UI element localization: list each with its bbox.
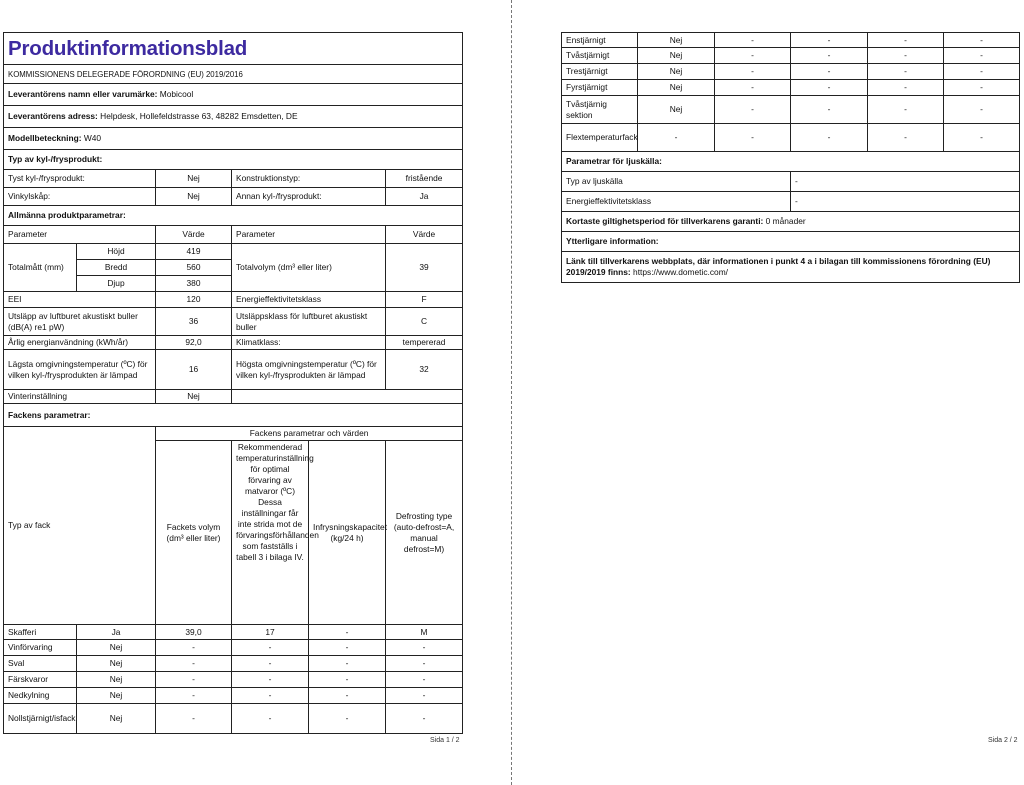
compartment-volume: 39,0	[156, 625, 232, 640]
compartment-temp: -	[791, 96, 868, 124]
compartment-name: Flextemperaturfack	[562, 124, 638, 152]
climate-class-label: Klimatklass:	[232, 336, 386, 350]
compartment-defrost: -	[386, 688, 463, 704]
compartment-freeze: -	[868, 64, 944, 80]
compartment-row	[562, 80, 1020, 96]
type-label-3: Vinkylskåp:	[4, 188, 156, 206]
warranty-value: 0 månader	[765, 216, 806, 226]
width-label: Bredd	[77, 260, 156, 276]
eei-label: EEI	[4, 292, 156, 308]
compartment-volume: -	[715, 124, 791, 152]
compartment-volume: -	[715, 64, 791, 80]
compartment-defrost: -	[386, 656, 463, 672]
link-row	[562, 252, 1020, 283]
winter-value: Nej	[156, 390, 232, 404]
product-info-table-continued	[561, 32, 1020, 283]
energy-class-value: F	[386, 292, 463, 308]
page-number-2: Sida 2 / 2	[988, 737, 1018, 744]
compartment-present: Nej	[638, 64, 715, 80]
general-heading: Allmänna produktparametrar:	[4, 206, 463, 226]
compartment-row	[4, 672, 463, 688]
compartments-heading: Fackens parametrar:	[4, 404, 463, 427]
compartment-temp: -	[232, 688, 309, 704]
compartment-temp: -	[232, 672, 309, 688]
compartment-name: Skafferi	[4, 625, 77, 640]
type-label-4: Annan kyl-/frysprodukt:	[232, 188, 386, 206]
type-value-4: Ja	[386, 188, 463, 206]
compartment-freeze: -	[309, 625, 386, 640]
depth-label: Djup	[77, 276, 156, 292]
height-value: 419	[156, 244, 232, 260]
type-value-3: Nej	[156, 188, 232, 206]
warranty-label: Kortaste giltighetsperiod för tillverkarens garanti:	[566, 216, 764, 226]
type-heading: Typ av kyl-/frysprodukt:	[4, 150, 463, 170]
light-type-label: Typ av ljuskälla	[562, 172, 791, 192]
compartment-volume: -	[156, 656, 232, 672]
max-temp-label: Högsta omgivningstemperatur (ºC) för vilken kyl-/frysprodukten är lämpad	[232, 350, 386, 390]
compartment-present: Ja	[77, 625, 156, 640]
page-separator	[511, 0, 512, 785]
compartment-volume: -	[156, 640, 232, 656]
compartment-volume: -	[156, 672, 232, 688]
depth-value: 380	[156, 276, 232, 292]
compartment-freeze: -	[868, 80, 944, 96]
compartment-present: Nej	[77, 704, 156, 734]
height-label: Höjd	[77, 244, 156, 260]
winter-label: Vinterinställning	[4, 390, 156, 404]
compartment-present: Nej	[638, 33, 715, 48]
noise-class-label: Utsläppsklass för luftburet akustiskt buller	[232, 308, 386, 336]
light-energy-label: Energieffektivitetsklass	[562, 192, 791, 212]
compartment-defrost: -	[944, 48, 1020, 64]
compartment-row	[4, 688, 463, 704]
compartment-present: Nej	[638, 96, 715, 124]
climate-class-value: tempererad	[386, 336, 463, 350]
compartment-freeze: -	[309, 640, 386, 656]
compartment-row	[562, 33, 1020, 48]
compartment-volume: -	[715, 96, 791, 124]
col-value-header: Värde	[156, 226, 232, 244]
type-label-1: Tyst kyl-/frysprodukt:	[4, 170, 156, 188]
compartment-present: -	[638, 124, 715, 152]
compartment-temp: -	[791, 33, 868, 48]
type-label-2: Konstruktionstyp:	[232, 170, 386, 188]
volume-label: Totalvolym (dm³ eller liter)	[232, 244, 386, 292]
compartment-defrost: -	[944, 124, 1020, 152]
supplier-name-label: Leverantörens namn eller varumärke:	[8, 89, 158, 99]
compartment-name: Färskvaror	[4, 672, 77, 688]
compartment-temp: -	[791, 64, 868, 80]
compartment-present: Nej	[77, 656, 156, 672]
compartment-volume: -	[715, 48, 791, 64]
min-temp-value: 16	[156, 350, 232, 390]
compartment-defrost: -	[944, 80, 1020, 96]
compartment-name: Tvåstjärnigt	[562, 48, 638, 64]
model-row	[4, 128, 463, 150]
compartment-freeze: -	[868, 124, 944, 152]
energy-class-label: Energieffektivitetsklass	[232, 292, 386, 308]
compartment-present: Nej	[638, 48, 715, 64]
col-parameter-header: Parameter	[4, 226, 156, 244]
supplier-address-row	[4, 106, 463, 128]
product-info-table	[3, 32, 463, 734]
compartment-defrost: -	[386, 704, 463, 734]
light-heading: Parametrar för ljuskälla:	[562, 152, 1020, 172]
comp-defrost-header: Defrosting type (auto-defrost=A, manual defrost=M)	[386, 441, 463, 625]
compartment-temp: -	[791, 48, 868, 64]
compartment-name: Nedkylning	[4, 688, 77, 704]
compartment-row	[4, 625, 463, 640]
comp-temp-header: Rekommenderad temperaturinställning för optimal förvaring av matvaror (ºC) Dessa inställningar får inte strida mot de förvaringsförhållanden som fastställs i tabell 3 i bilaga IV.	[232, 441, 309, 625]
compartment-present: Nej	[77, 640, 156, 656]
compartment-name: Sval	[4, 656, 77, 672]
light-type-value: -	[791, 172, 1020, 192]
link-label: Länk till tillverkarens webbplats, där informationen i punkt 4 a i bilagan till kommissionens förordning (EU) 2019/2019 finns:	[566, 256, 991, 277]
compartment-name: Vinförvaring	[4, 640, 77, 656]
compartment-temp: -	[791, 124, 868, 152]
noise-class-value: C	[386, 308, 463, 336]
compartment-name: Enstjärnigt	[562, 33, 638, 48]
compartment-row	[562, 48, 1020, 64]
compartment-temp: -	[232, 704, 309, 734]
compartment-name: Fyrstjärnigt	[562, 80, 638, 96]
type-value-1: Nej	[156, 170, 232, 188]
compartment-row	[4, 640, 463, 656]
compartment-defrost: -	[944, 33, 1020, 48]
type-value-2: fristående	[386, 170, 463, 188]
comp-type-header: Typ av fack	[4, 427, 156, 625]
compartment-name: Trestjärnigt	[562, 64, 638, 80]
supplier-address-value: Helpdesk, Hollefeldstrasse 63, 48282 Emsdetten, DE	[100, 111, 298, 121]
compartment-name: Tvåstjärnig sektion	[562, 96, 638, 124]
compartment-freeze: -	[309, 656, 386, 672]
comp-volume-header: Fackets volym (dm³ eller liter)	[156, 441, 232, 625]
compartment-row	[562, 124, 1020, 152]
compartment-volume: -	[715, 33, 791, 48]
comp-group-header: Fackens parametrar och värden	[156, 427, 463, 441]
compartment-row	[562, 96, 1020, 124]
page-title: Produktinformationsblad	[8, 36, 248, 60]
page-number-1: Sida 1 / 2	[430, 737, 460, 744]
warranty-row	[562, 212, 1020, 232]
annual-energy-value: 92,0	[156, 336, 232, 350]
eei-value: 120	[156, 292, 232, 308]
compartment-freeze: -	[868, 96, 944, 124]
supplier-address-label: Leverantörens adress:	[8, 111, 98, 121]
compartment-row	[4, 704, 463, 734]
compartment-freeze: -	[868, 48, 944, 64]
light-energy-value: -	[791, 192, 1020, 212]
more-info-heading: Ytterligare information:	[562, 232, 1020, 252]
compartment-volume: -	[715, 80, 791, 96]
width-value: 560	[156, 260, 232, 276]
comp-freeze-header: Infrysningskapacitet (kg/24 h)	[309, 441, 386, 625]
compartment-present: Nej	[77, 688, 156, 704]
noise-value: 36	[156, 308, 232, 336]
model-label: Modellbeteckning:	[8, 133, 82, 143]
col-value-header-2: Värde	[386, 226, 463, 244]
compartment-defrost: M	[386, 625, 463, 640]
compartment-freeze: -	[309, 688, 386, 704]
compartment-present: Nej	[77, 672, 156, 688]
compartment-temp: -	[232, 640, 309, 656]
col-parameter-header-2: Parameter	[232, 226, 386, 244]
compartment-defrost: -	[944, 96, 1020, 124]
noise-label: Utsläpp av luftburet akustiskt buller (dB(A) re1 pW)	[4, 308, 156, 336]
compartment-defrost: -	[386, 640, 463, 656]
compartment-name: Nollstjärnigt/isfack	[4, 704, 77, 734]
compartment-row	[4, 656, 463, 672]
compartment-temp: 17	[232, 625, 309, 640]
compartment-rows-page1	[4, 625, 463, 734]
compartment-volume: -	[156, 688, 232, 704]
title-cell	[4, 33, 463, 65]
empty-cell	[232, 390, 463, 404]
compartment-defrost: -	[944, 64, 1020, 80]
supplier-name-value: Mobicool	[159, 89, 194, 99]
volume-value: 39	[386, 244, 463, 292]
min-temp-label: Lägsta omgivningstemperatur (ºC) för vilken kyl-/frysprodukten är lämpad	[4, 350, 156, 390]
compartment-rows-page2	[562, 33, 1020, 152]
max-temp-value: 32	[386, 350, 463, 390]
compartment-defrost: -	[386, 672, 463, 688]
compartment-present: Nej	[638, 80, 715, 96]
compartment-temp: -	[232, 656, 309, 672]
page-2	[514, 0, 1024, 785]
compartment-freeze: -	[309, 672, 386, 688]
compartment-volume: -	[156, 704, 232, 734]
annual-energy-label: Årlig energianvändning (kWh/år)	[4, 336, 156, 350]
supplier-name-row	[4, 84, 463, 106]
model-value: W40	[83, 133, 102, 143]
compartment-freeze: -	[309, 704, 386, 734]
compartment-temp: -	[791, 80, 868, 96]
page-1	[0, 0, 510, 785]
dimensions-label: Totalmått (mm)	[4, 244, 77, 292]
compartment-row	[562, 64, 1020, 80]
manufacturer-link[interactable]: https://www.dometic.com/	[633, 267, 728, 277]
compartment-freeze: -	[868, 33, 944, 48]
regulation-text: KOMMISSIONENS DELEGERADE FÖRORDNING (EU) 2019/2016	[4, 65, 463, 84]
